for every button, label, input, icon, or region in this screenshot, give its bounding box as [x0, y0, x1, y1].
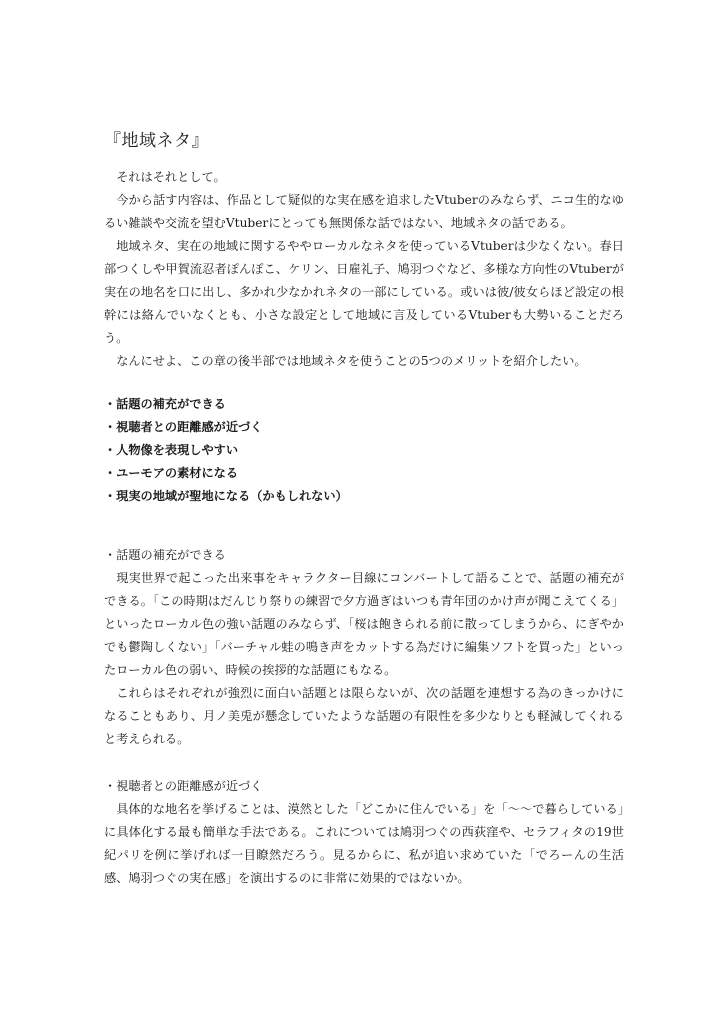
section-paragraph: これらはそれぞれが強烈に面白い話題とは限らないが、次の話題を連想する為のきっかけになることもあり、月ノ美兎が懸念していたような話題の有限性を多少なりとも軽減してくれると考えられる。 — [104, 686, 624, 746]
chapter-title: 『地域ネタ』 — [104, 131, 209, 151]
section-topic-supply — [104, 544, 624, 751]
intro-paragraph: 今から話す内容は、作品として疑似的な実在感を追求したVtuberのみならず、ニコ生的なゆるい雑談や交流を望むVtuberにとっても無関係な話ではない、地域ネタの話である。 — [104, 193, 624, 230]
merits-list — [104, 393, 624, 508]
merit-item: ・話題の補充ができる — [104, 397, 226, 411]
intro-block — [104, 166, 624, 373]
section-paragraph: 具体的な地名を挙げることは、漠然とした「どこかに住んでいる」を「〜〜で暮らしている」に具体化する最も簡単な手法である。これについては鳩羽つぐの西荻窪や、セラフィタの19世紀パリを例に挙げれば一目瞭然だろう。見るからに、私が追い求めていた「でろーんの生活感、鳩羽つぐの実在感」を演出するのに非常に効果的ではないか。 — [104, 802, 624, 885]
section-paragraph: 現実世界で起こった出来事をキャラクター目線にコンバートして語ることで、話題の補充ができる。「この時期はだんじり祭りの練習で夕方過ぎはいつも青年団のかけ声が聞こえてくる」といったローカル色の強い話題のみならず、「桜は飽きられる前に散ってしまうから、にぎやかでも鬱陶しくない」「バーチャル蛙の鳴き声をカットする為だけに編集ソフトを買った」といったローカル色の弱い、時候の挨拶的な話題にもなる。 — [104, 571, 624, 677]
merit-item: ・人物像を表現しやすい — [104, 443, 239, 457]
intro-paragraph: なんにせよ、この章の後半部では地域ネタを使うことの5つのメリットを紹介したい。 — [116, 354, 587, 368]
section-title: ・視聴者との距離感が近づく — [104, 779, 263, 793]
merit-item: ・視聴者との距離感が近づく — [104, 420, 263, 434]
intro-paragraph: それはそれとして。 — [116, 170, 226, 184]
document-body — [104, 128, 624, 890]
merit-item: ・ユーモアの素材になる — [104, 466, 239, 480]
section-title: ・話題の補充ができる — [104, 548, 226, 562]
section-viewer-distance — [104, 775, 624, 890]
intro-paragraph: 地域ネタ、実在の地域に関するややローカルなネタを使っているVtuberは少なくない。春日部つくしや甲賀流忍者ぽんぽこ、ケリン、日雇礼子、鳩羽つぐなど、多様な方向性のVtuberが実在の地名を口に出し、多かれ少なかれネタの一部にしている。或いは彼/彼女らほど設定の根幹には絡んでいなくとも、小さな設定として地域に言及しているVtuberも大勢いることだろう。 — [104, 239, 624, 345]
merit-item: ・現実の地域が聖地になる（かもしれない） — [104, 489, 348, 503]
